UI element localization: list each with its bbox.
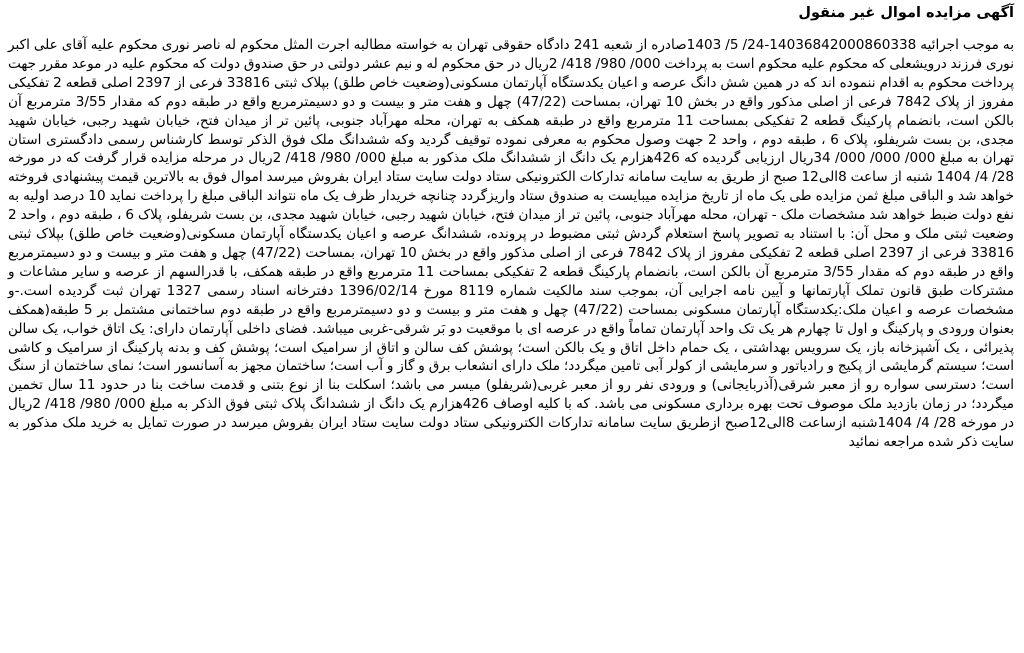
notice-title: آگهی مزایده اموال غیر منقول [798, 5, 1014, 21]
auction-notice [8, 4, 1014, 649]
notice-body: به موجب اجرائیه 14036842000860338-24/ 5/ 1403صادره از شعبه 241 دادگاه حقوقی تهران به خواسته مطالبه اجرت المثل محکوم له ناصر نوری محکوم علیه آقای علی اکبر نوری فرزند درویشعلی که محکوم علیه محکوم است به پرداخت 000/ 980/ 418/ 2ریال در حق محکوم له و نیم عشر دولتی در حق صندوق دولت که محکوم علیه در موعد مقرر جهت پرداخت محکوم به اقدام ننموده اند که در همین شش دانگ عرصه و اعیان یکدستگاه آپارتمان مسکونی(وضعیت خاص طلق) بپلاک ثبتی 33816 فرعی از 2397 اصلی قطعه 2 تفکیکی مفروز از پلاک 7842 فرعی از اصلی مذکور واقع در بخش 10 تهران، بمساحت (47/22) چهل و هفت متر و بیست و دو دسیمترمربع واقع در طبقه دوم که مقدار 3/55 مترمربع آن بالکن است، بانضمام پارکینگ قطعه 2 تفکیکی بمساحت 11 مترمربع واقع در طبقه همکف به تهران، محله مهرآباد جنوبی، پائین تر از میدان فتح، خیابان شهید رجبی، خیابان شهید مجدی، بن بست شریفلو، پلاک 6 ، طبقه دوم ، واحد 2 جهت وصول محکوم به معرفی نموده توقیف گردید وکه ششدانگ ملک فوق الذکر توسط کارشناس رسمی دادگستری استان تهران به مبلغ 000/ 000/ 000/ 34ریال ارزیابی گردیده که 426هزارم یک دانگ از ششدانگ ملک مذکور به مبلغ 000/ 980/ 418/ 2ریال در مرحله مزایده قرار گرفت که در مورخه 28/ 4/ 1404 شنبه از ساعت 8الی12 صبح از طریق به سایت سامانه تدارکات الکترونیکی ستاد دولت سایت ستاد ایران بفروش میرسد اموال فوق به بالاترین قیمت پیشنهادی فروخته خواهد شد و الباقی مبلغ ثمن مزایده طی یک ماه از تاریخ مزایده میبایست به صندوق ستاد واریزگردد چنانچه خریدار ظرف یک ماه نتواند الباقی مبلغ را پرداخت نماید 10 درصد اولیه به نفع دولت ضبط خواهد شد مشخصات ملک - تهران، محله مهرآباد جنوبی، پائین تر از میدان فتح، خیابان شهید رجبی، خیابان شهید مجدی، بن بست شریفلو، پلاک 6 ، طبقه دوم ، واحد 2 وضعیت ثبتی ملک و محل آن: با استناد به تصویر پاسخ استعلام گردش ثبتی مضبوط در پرونده، ششدانگ عرصه و اعیان یکدستگاه آپارتمان مسکونی(وضعیت خاص طلق) بپلاک ثبتی 33816 فرعی از 2397 اصلی قطعه 2 تفکیکی مفروز از پلاک 7842 فرعی از اصلی مذکور واقع در بخش 10 تهران، بمساحت (47/22) چهل و هفت متر و بیست و دو دسیمترمربع واقع در طبقه دوم که مقدار 3/55 مترمربع آن بالکن است، بانضمام پارکینگ قطعه 2 تفکیکی بمساحت 11 مترمربع واقع در طبقه همکف، با قدرالسهم از عرصه و سایر مشاعات و مشترکات طبق قانون تملک آپارتمانها و آیین نامه اجرایی آن، بموجب سند مالکیت شماره 8119 مورخ 1396/02/14 دفترخانه اسناد رسمی 1327 تهران ثبت گردیده است.-و مشخصات عرصه و اعیان ملک:یکدستگاه آپارتمان مسکونی بمساحت (47/22) چهل و هفت متر و بیست و دو دسیمترمربع واقع در طبقه دوم ساختمانی مشتمل بر 5 طبقه(همکف بعنوان ورودی و پارکینگ و اول تا چهارم هر یک تک واحد آپارتمان تماماً واقع در عرصه ای با موقعیت دو بَر شرقی-غربی میباشد. فضای داخلی آپارتمان دارای: یک اتاق خواب، یک سالن پذیرائی ، یک آشپزخانه باز، یک سرویس بهداشتی ، یک حمام داخل اتاق و یک بالکن است؛ پوشش کف سالن و اتاق از سرامیک است؛ پوشش کف و بدنه پارکینگ از سرامیک و کاشی است؛ سیستم گرمایشی از پکیج و رادیاتور و سرمایشی از کولر آبی تامین میگردد؛ ملک دارای انشعاب برق و گاز و آب است؛ ساختمان مجهز به آسانسور است؛ نمای ساختمان از سنگ است؛ دسترسی سواره رو از معبر شرقی(آذربایجانی) و ورودی نفر رو از معبر غربی(شریفلو) میسر می باشد؛ اسکلت بنا از نوع بتنی و قدمت ساخت بنا در حدود 11 سال تخمین میگردد؛ در زمان بازدید ملک موصوف تحت بهره برداری مسکونی می باشد. که با کلیه اوصاف 426هزارم یک دانگ از ششدانگ پلاک ثبتی فوق الذکر به مبلغ 000/ 980/ 418/ 2ریال در مورخه 28/ 4/ 1404شنبه ازساعت 8الی12صبح ازطریق سایت سامانه تدارکات الکترونیکی ستاد دولت سایت ستاد ایران بفروش میرسد در صورت تمایل به خرید ملک مذکور به سایت ذکر شده مراجعه نمائید [8, 37, 1015, 451]
